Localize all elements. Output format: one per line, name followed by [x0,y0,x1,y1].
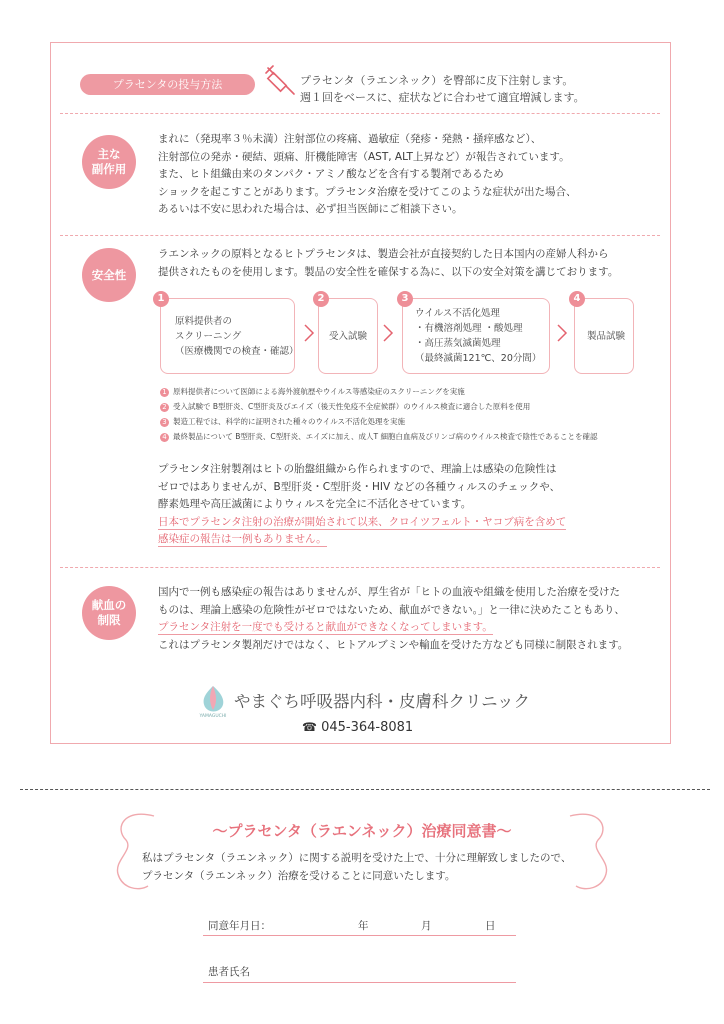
consent-line: 私はプラセンタ（ラエンネック）に関する説明を受けた上で、十分に理解致しましたので、 [142,852,572,864]
side-effects-line: あるいは不安に思われた場合は、必ず担当医師にご相談下さい。 [158,203,463,215]
safety-intro [158,246,618,281]
step-text: ・高圧蒸気滅菌処理 [415,338,501,349]
admin-method-label: プラセンタの投与方法 [80,74,255,95]
patient-name-field[interactable] [203,982,516,983]
safety-para-line: 酵素処理や高圧滅菌によりウィルスを完全に不活化させています。 [158,498,472,510]
note-number: 1 [160,388,169,397]
step-text: ・有機溶剤処理 ・酸処理 [415,323,523,334]
safety-intro-line: 提供されたものを使用します。製品の安全性を確保する為に、以下の安全対策を講じております。 [158,265,619,278]
safety-note [160,432,598,442]
day-label: 日 [485,920,496,932]
step-number: 1 [153,291,169,307]
note-text: 最終製品について B型肝炎、C型肝炎、エイズに加え、成人T 細胞白血病及びリンゴ病のウイルス検査で陰性であることを確認 [173,432,598,441]
side-effects-badge [82,135,136,189]
safety-paragraph [158,461,566,549]
note-text: 原料提供者について医師による海外渡航歴やウイルス等感染症のスクリーニングを実施 [173,387,465,396]
patient-name-label: 患者氏名 [208,966,250,978]
safety-step-2 [318,298,378,374]
safety-para-line: ゼロではありませんが、B型肝炎・C型肝炎・HIV などの各種ウィルスのチェックや、 [158,480,561,493]
admin-line-1: プラセンタ（ラエンネック）を臀部に皮下注射します。 [300,74,574,87]
consent-title: ～プラセンタ（ラエンネック）治療同意書～ [212,822,512,840]
consent-date-label: 同意年月日： [208,920,271,932]
safety-badge [82,248,136,302]
telephone-icon: ☎ [302,720,317,734]
side-effects-text [158,131,577,219]
step-text: 原料提供者の [175,315,233,327]
safety-para-line: プラセンタ注射製剤はヒトの胎盤組織から作られますので、理論上は感染の危険性は [158,463,557,475]
side-effects-line: ショックを起こすことがあります。プラセンタ治療を受けてこのような症状が出た場合、 [158,185,577,198]
date-field[interactable] [203,935,516,936]
chevron-right-icon [377,322,399,344]
year-label: 年 [358,920,369,932]
side-effects-label-2: 副作用 [91,162,127,176]
donation-line: これはプラセンタ製剤だけではなく、ヒトアルブミンや輸血を受けた方なども同様に制限されます。 [158,638,629,651]
note-text: 製造工程では、科学的に証明された種々のウイルス不活化処理を実施 [173,417,406,426]
step-text: 受入試験 [329,330,368,342]
consent-line: プラセンタ（ラエンネック）治療を受けることに同意いたします。 [142,869,456,882]
donation-line: ものは、理論上感染の危険性がゼロではないため、献血ができない。」と一律に決めたこともあり、 [158,603,625,616]
safety-note [160,402,530,412]
phone-number: 045-364-8081 [321,720,414,735]
donation-highlight-line: プラセンタ注射を一度でも受けると献血ができなくなってしまいます。 [158,621,493,633]
safety-note [160,387,465,397]
donation-label-1: 献血の [91,598,127,612]
note-number: 4 [160,433,169,442]
safety-step-4 [574,298,634,374]
safety-step-1 [160,298,299,374]
donation-label-2: 制限 [97,613,121,627]
note-number: 3 [160,418,169,427]
step-number: 3 [397,291,413,307]
month-label: 月 [421,920,432,932]
chevron-right-icon [298,322,320,344]
step-text: ウイルス不活化処理 [415,308,500,319]
side-effects-label-1: 主な [97,147,121,161]
section-divider [60,567,660,568]
safety-note [160,417,405,427]
clinic-phone [302,720,413,735]
step-text: （医療機関での検査・確認） [175,345,299,357]
side-effects-line: まれに（発現率３％未満）注射部位の疼痛、過敏症（発疹・発熱・掻痒感など）、 [158,133,542,145]
side-effects-line: また、ヒト組織由来のタンパク・アミノ酸などを含有する製剤であるため [158,168,504,180]
safety-label: 安全性 [91,267,127,282]
admin-line-2: 週１回をベースに、症状などに合わせて適宜増減します。 [300,91,585,104]
section-divider [60,113,660,114]
clinic-logo [196,683,230,719]
safety-highlight-line: 感染症の報告は一例もありません。 [158,533,327,545]
syringe-icon [264,64,298,98]
side-effects-line: 注射部位の発赤・硬結、頭痛、肝機能障害（AST, ALT上昇など）が報告されています。 [158,150,570,163]
note-text: 受入試験で B型肝炎、C型肝炎及びエイズ（後天性免疫不全症候群）のウイルス検査に適合した原料を使用 [173,402,531,411]
step-text: スクリーニング [175,330,242,342]
donation-badge [82,586,136,640]
logo-caption: YAMAGUCHI [199,714,227,719]
admin-method-text [300,72,585,106]
section-divider [60,235,660,236]
chevron-right-icon [551,322,573,344]
donation-line: 国内で一例も感染症の報告はありませんが、厚生省が「ヒトの血液や組織を使用した治療を受けた [158,586,620,598]
consent-statement [142,850,571,885]
step-number: 4 [569,291,585,307]
clinic-name: やまぐち呼吸器内科・皮膚科クリニック [234,692,531,711]
safety-intro-line: ラエンネックの原料となるヒトプラセンタは、製造会社が直接契約した日本国内の産婦人科から [158,248,609,260]
note-number: 2 [160,403,169,412]
safety-step-3 [402,298,550,374]
cut-line [20,789,710,790]
safety-highlight-line: 日本でプラセンタ注射の治療が開始されて以来、クロイツフェルト・ヤコブ病を含めて [158,515,567,528]
step-text: （最終滅菌121℃、20分間） [415,353,542,364]
step-number: 2 [313,291,329,307]
step-text: 製品試験 [587,330,626,342]
donation-text [158,584,628,654]
